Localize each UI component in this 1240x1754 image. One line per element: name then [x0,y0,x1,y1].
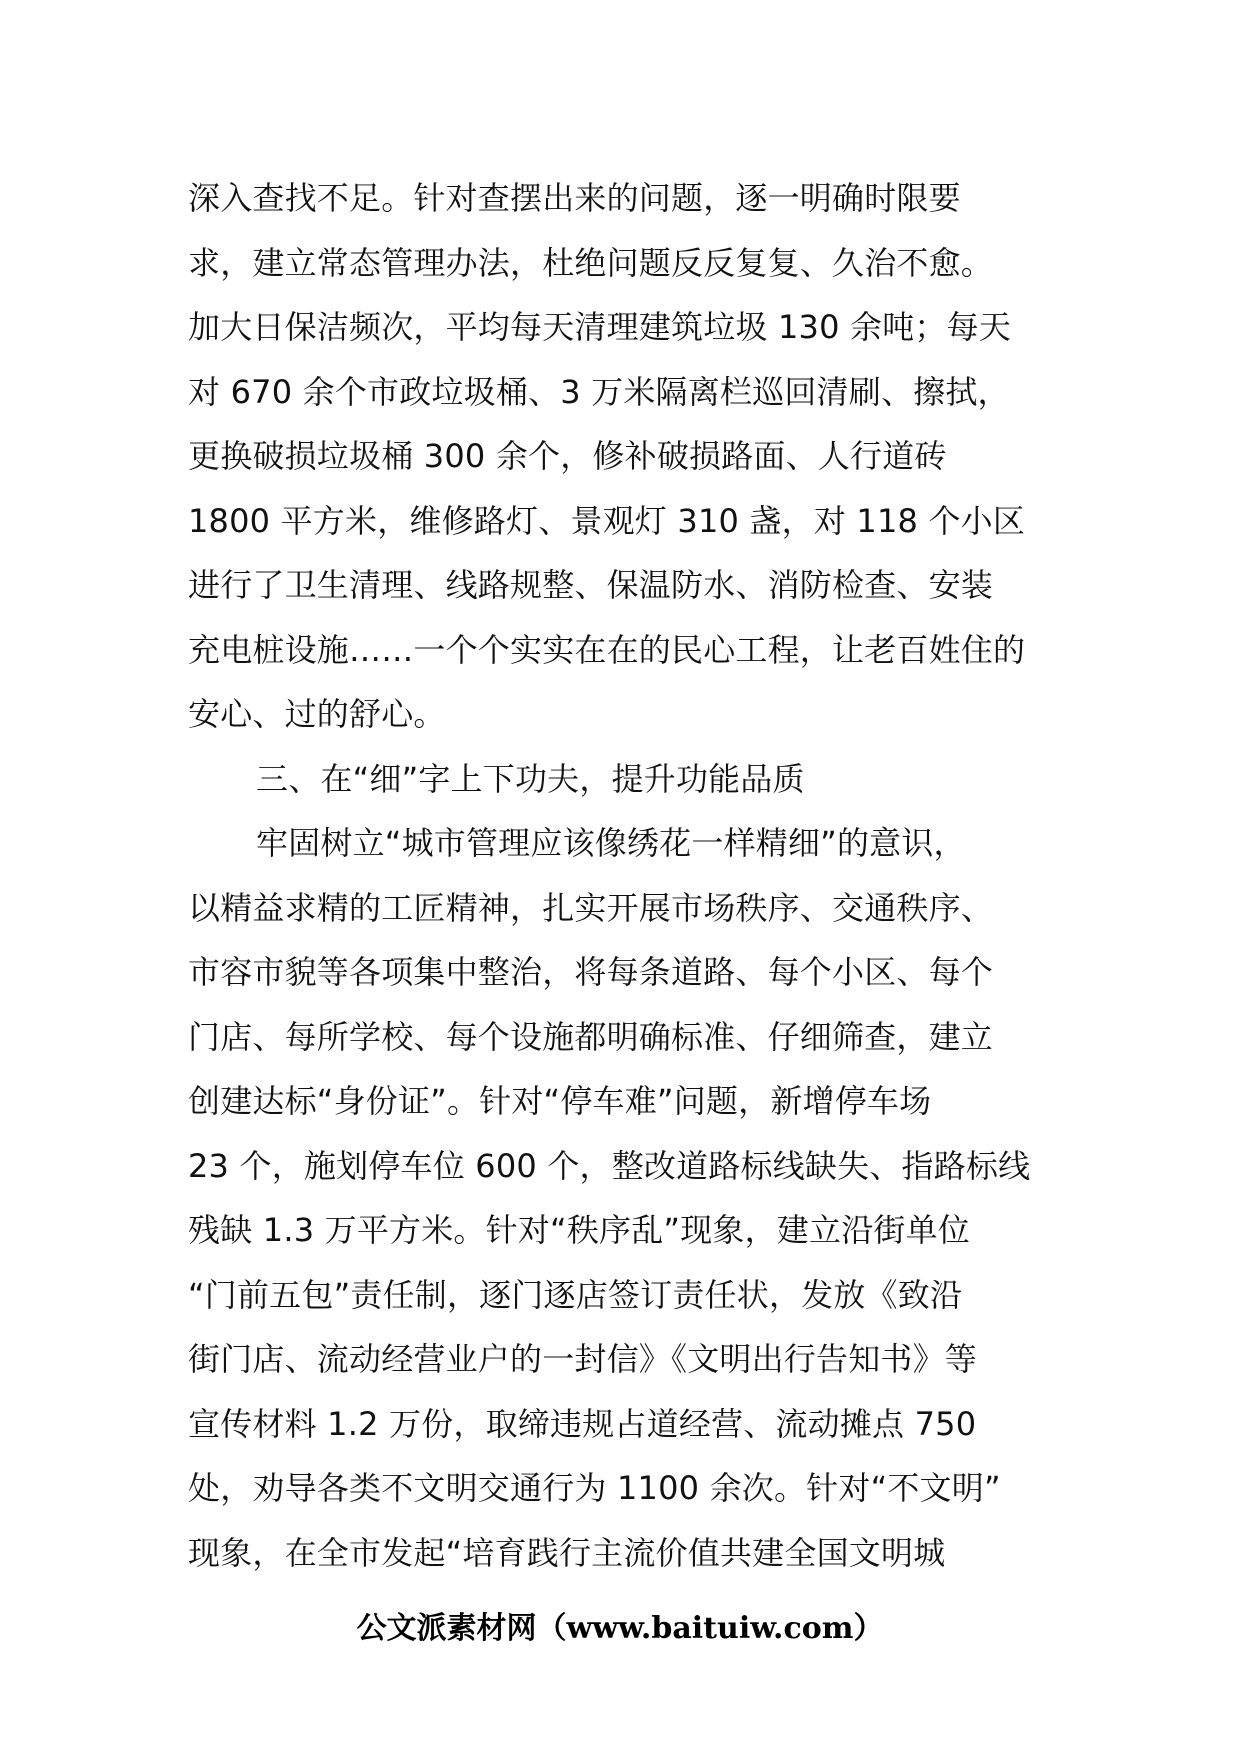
text-line: 加大日保洁频次，平均每天清理建筑垃圾 130 余吨；每天 [188,308,1012,346]
text-line: 街门店、流动经营业户的一封信》《文明出行告知书》等 [188,1340,978,1378]
paragraph-first-line: 牢固树立“城市管理应该像绣花一样精细”的意识， [256,824,966,862]
text-line: 1800 平方米，维修路灯、景观灯 310 盏，对 118 个小区 [188,501,1026,540]
text-line: 安心、过的舒心。 [188,695,446,733]
section-heading: 三、在“细”字上下功夫，提升功能品质 [256,759,805,798]
text-line: 充电桩设施……一个个实实在在的民心工程，让老百姓住的 [188,630,1026,669]
text-line: “门前五包”责任制，逐门逐店签订责任状，发放《致沿 [188,1275,963,1314]
document-body [188,166,1058,1585]
text-line: 创建达标“身份证”。针对“停车难”问题，新增停车场 [188,1082,932,1120]
text-line: 处，劝导各类不文明交通行为 1100 余次。针对“不文明” [188,1469,1001,1507]
footer-source: 公文派素材网（www.baituiw.com） [356,1611,884,1646]
text-line: 残缺 1.3 万平方米。针对“秩序乱”现象，建立沿街单位 [188,1211,970,1249]
text-line: 更换破损垃圾桶 300 余个，修补破损路面、人行道砖 [188,437,947,475]
text-line: 现象，在全市发起“培育践行主流价值共建全国文明城 [188,1533,946,1572]
text-line: 宣传材料 1.2 万份，取缔违规占道经营、流动摊点 750 [188,1404,977,1443]
text-line: 深入查找不足。针对查摆出来的问题，逐一明确时限要 [188,179,961,217]
text-line: 市容市貌等各项集中整治，将每条道路、每个小区、每个 [188,953,994,991]
text-line: 对 670 余个市政垃圾桶、3 万米隔离栏巡回清刷、擦拭， [188,372,1010,411]
text-line: 23 个，施划停车位 600 个，整改道路标线缺失、指路标线 [188,1146,1031,1185]
text-line: 门店、每所学校、每个设施都明确标准、仔细筛查，建立 [188,1017,994,1056]
text-line: 求，建立常态管理办法，杜绝问题反反复复、久治不愈。 [188,243,994,282]
text-line: 以精益求精的工匠精神，扎实开展市场秩序、交通秩序、 [188,888,994,927]
text-line: 进行了卫生清理、线路规整、保温防水、消防检查、安装 [188,566,994,604]
